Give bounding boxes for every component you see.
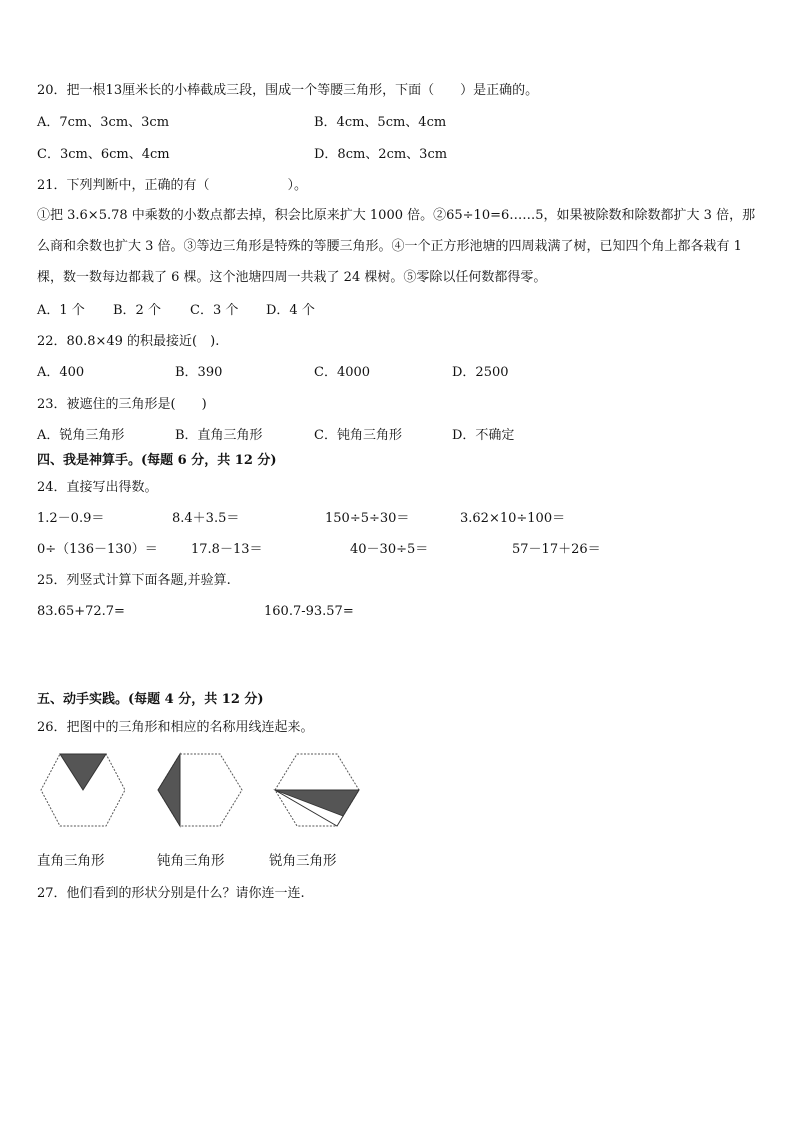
q22-option-d: D．2500 bbox=[452, 365, 509, 380]
q21-option-d: D．4 个 bbox=[266, 303, 315, 318]
q27-stem: 27．他们看到的形状分别是什么？请你连一连. bbox=[37, 886, 305, 901]
q24-r1-2: 8.4＋3.5＝ bbox=[172, 511, 240, 526]
q21-option-c: C．3 个 bbox=[190, 303, 239, 318]
section4-title: 四、我是神算手。(每题 6 分，共 12 分) bbox=[37, 453, 277, 468]
shaded-triangle-1 bbox=[60, 754, 106, 790]
q26-label-2: 钝角三角形 bbox=[157, 853, 225, 869]
hexagon-figure-2 bbox=[156, 750, 246, 830]
q24-stem: 24．直接写出得数。 bbox=[37, 480, 158, 495]
q26-label-3: 锐角三角形 bbox=[269, 853, 337, 869]
q23-stem: 23．被遮住的三角形是( ) bbox=[37, 397, 207, 412]
q21-option-a: A．1 个 bbox=[37, 303, 85, 318]
q25-stem: 25．列竖式计算下面各题,并验算. bbox=[37, 573, 231, 588]
q24-r1-3: 150÷5÷30＝ bbox=[325, 511, 410, 526]
q21-stem: 21．下列判断中，正确的有（ ）。 bbox=[37, 178, 308, 193]
hexagon-figure-3 bbox=[273, 750, 363, 830]
q26-label-1: 直角三角形 bbox=[37, 853, 105, 869]
q20-option-d: D．8cm、2cm、3cm bbox=[314, 147, 448, 162]
q21-option-b: B．2 个 bbox=[113, 303, 161, 318]
q22-option-a: A．400 bbox=[37, 365, 85, 380]
q24-r1-4: 3.62×10÷100＝ bbox=[460, 511, 566, 526]
q22-stem: 22．80.8×49 的积最接近( ). bbox=[37, 334, 220, 349]
q24-r2-2: 17.8－13＝ bbox=[191, 542, 263, 557]
q25-item-2: 160.7-93.57= bbox=[264, 604, 354, 619]
q23-option-a: A．锐角三角形 bbox=[37, 428, 125, 443]
q23-option-c: C．钝角三角形 bbox=[314, 428, 402, 443]
q24-r2-3: 40－30÷5＝ bbox=[350, 542, 429, 557]
q20-option-c: C．3cm、6cm、4cm bbox=[37, 147, 170, 162]
q24-r1-1: 1.2－0.9＝ bbox=[37, 511, 105, 526]
q23-option-d: D．不确定 bbox=[452, 428, 515, 443]
section5-title: 五、动手实践。(每题 4 分，共 12 分) bbox=[37, 692, 264, 707]
hexagon-figure-1 bbox=[38, 750, 128, 830]
q24-r2-4: 57－17＋26＝ bbox=[512, 542, 601, 557]
q24-r2-1: 0÷（136－130）＝ bbox=[37, 542, 158, 557]
q26-stem: 26．把图中的三角形和相应的名称用线连起来。 bbox=[37, 720, 314, 735]
q20-stem: 20．把一根13厘米长的小棒截成三段，围成一个等腰三角形，下面（ ）是正确的。 bbox=[37, 83, 539, 98]
q22-option-c: C．4000 bbox=[314, 365, 371, 380]
q20-option-a: A．7cm、3cm、3cm bbox=[37, 115, 170, 130]
shaded-triangle-2 bbox=[158, 754, 180, 826]
q20-option-b: B．4cm、5cm、4cm bbox=[314, 115, 447, 130]
q23-option-b: B．直角三角形 bbox=[175, 428, 263, 443]
q22-option-b: B．390 bbox=[175, 365, 223, 380]
q25-item-1: 83.65+72.7= bbox=[37, 604, 125, 619]
q21-body: ①把 3.6×5.78 中乘数的小数点都去掉，积会比原来扩大 1000 倍。②65÷10=6……5，如果被除数和除数都扩大 3 倍，那么商和余数也扩大 3 倍。③等边三角形是特殊的等腰三角形。④一个正方形池塘的四周栽满了树，已知四个角上都各栽有 1 棵，数一数每边都栽了 6 棵。这个池塘四周一共栽了 24 棵树。⑤零除以任何数都得零。 bbox=[37, 208, 756, 285]
